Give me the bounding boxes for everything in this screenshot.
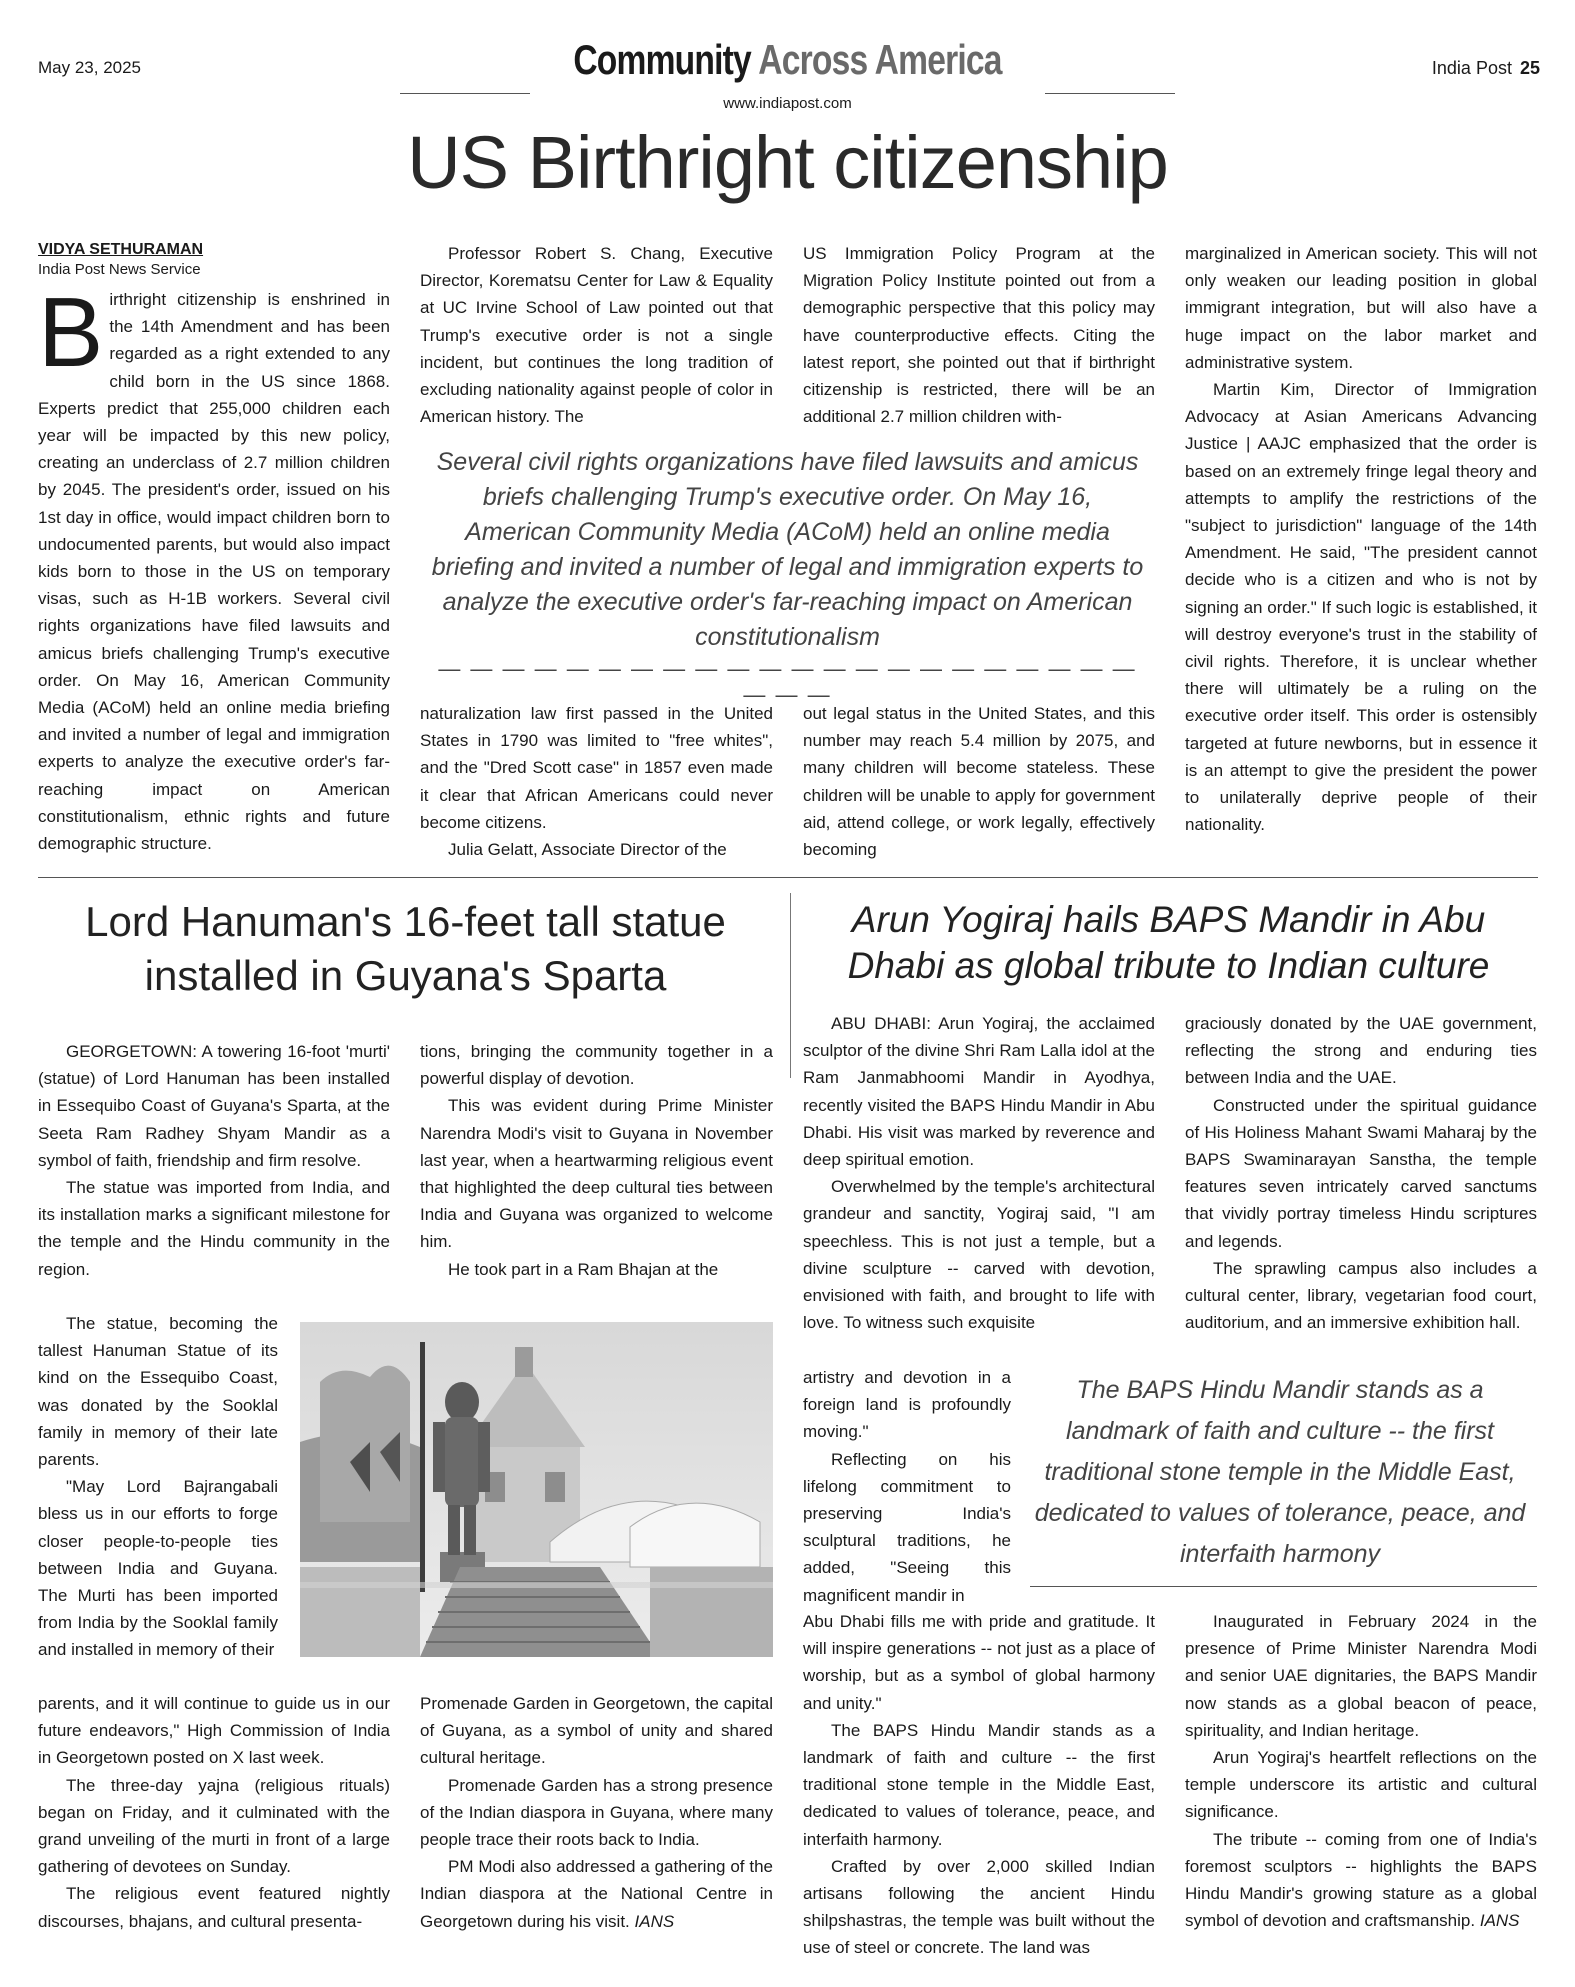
story3-last-paragraph: The tribute -- coming from one of India's foremost sculptors -- highlights the BAPS Hindu Mandir's growing stature as a global symbol of devotion and craftsmanship.	[1185, 1829, 1537, 1931]
story3-paragraph: Abu Dhabi fills me with pride and gratitude. It will inspire generations -- not just as a place of worship, but as a symbol of global harmony and unity."	[803, 1612, 1155, 1713]
story1-paragraph: US Immigration Policy Program at the Migration Policy Institute pointed out from a demographic perspective that this policy may have counterproductive effects. Citing the latest report, she pointed out that if birthright citizenship is restricted, there will be an additional 2.7 million children with-	[803, 244, 1155, 427]
story1-byline: VIDYA SETHURAMAN	[38, 241, 204, 258]
masthead-rule-right	[1045, 93, 1175, 94]
story2-headline: Lord Hanuman's 16-feet tall statue installed in Guyana's Sparta	[85, 898, 726, 999]
story3-paragraph: Reflecting on his lifelong commitment to preserving India's sculptural traditions, he added, "Seeing this magnificent mandir in	[803, 1449, 1011, 1605]
story3-column-1-top	[803, 1010, 1155, 1336]
story2-paragraph: He took part in a Ram Bhajan at the	[448, 1259, 719, 1279]
masthead	[158, 36, 1418, 84]
story3-paragraph: Overwhelmed by the temple's architectural grandeur and sanctity, Yogiraj said, "I am speechless. This is not just a temple, but a divine sculpture -- carved with devotion, envisioned with faith, and brought to life with love. To witness such exquisite	[803, 1177, 1155, 1333]
story2-column-2-bottom	[420, 1690, 773, 1935]
story1-paragraph: Julia Gelatt, Associate Director of the	[448, 840, 727, 860]
story1-column-3-top	[803, 240, 1155, 430]
story1-column-4	[1185, 240, 1537, 838]
story2-column-1-narrow	[38, 1310, 278, 1664]
story3-column-2-top	[1185, 1010, 1537, 1336]
page-info	[1432, 58, 1540, 79]
story3-paragraph: ABU DHABI: Arun Yogiraj, the acclaimed sculptor of the divine Shri Ram Lalla idol at the Ram Janmabhoomi Mandir in Ayodhya, recently visited the BAPS Hindu Mandir in Abu Dhabi. His visit was marked by reverence and deep spiritual emotion.	[803, 1014, 1155, 1170]
story3-paragraph: graciously donated by the UAE government, reflecting the strong and enduring ties between India and the UAE.	[1185, 1014, 1537, 1088]
section-divider	[38, 877, 1538, 878]
pull-quote-rule	[1030, 1586, 1537, 1587]
publication-name: India Post	[1431, 58, 1512, 78]
story2-paragraph: "May Lord Bajrangabali bless us in our efforts to forge closer people-to-people ties between India and Guyana. The Murti has been imported from India by the Sooklal family and installed in memory of their	[38, 1477, 278, 1660]
story1-headline: US Birthright citizenship	[407, 121, 1168, 204]
story2-paragraph: GEORGETOWN: A towering 16-foot 'murti' (statue) of Lord Hanuman has been installed in Essequibo Coast of Guyana's Sparta, at the Seeta Ram Radhey Shyam Mandir as a symbol of faith, friendship and firm resolve.	[38, 1042, 390, 1170]
story1-column-2-bottom	[420, 700, 773, 863]
story1-column-2-top	[420, 240, 773, 430]
story1-paragraph: marginalized in American society. This will not only weaken our leading position in global immigrant integration, but will also have a huge impact on the labor market and administrative system.	[1185, 244, 1537, 372]
story1-column-3-bottom	[803, 700, 1155, 863]
story2-paragraph: parents, and it will continue to guide us in our future endeavors," High Commission of India in Georgetown posted on X last week.	[38, 1694, 390, 1768]
story1-paragraph: naturalization law first passed in the United States in 1790 was limited to "free whites", and the "Dred Scott case" in 1857 even made it clear that African Americans could never become citizens.	[420, 704, 773, 832]
story1-paragraph: irthright citizenship is enshrined in the 14th Amendment and has been regarded as a right extended to any child born in the US since 1868. Experts predict that 255,000 children each year will be impacted by this new policy, creating an underclass of 2.7 million children by 2045. The president's order, issued on his 1st day in office, would impact children born to undocumented parents, but would also impact kids born to those in the US on temporary visas, such as H-1B workers. Several civil rights organizations have filed lawsuits and amicus briefs challenging Trump's executive order. On May 16, American Community Media (ACoM) held an online media briefing and invited a number of legal and immigration experts to analyze the executive order's far-reaching impact on American constitutionalism, ethnic rights and future demographic structure.	[38, 290, 390, 854]
story2-column-2-top	[420, 1038, 773, 1283]
issue-date: May 23, 2025	[38, 58, 142, 77]
column-divider	[790, 893, 791, 1078]
story2-paragraph: Promenade Garden in Georgetown, the capital of Guyana, as a symbol of unity and shared cultural heritage.	[420, 1694, 773, 1768]
page-number: 25	[1519, 58, 1540, 78]
story3-paragraph: The sprawling campus also includes a cultural center, library, vegetarian food court, auditorium, and an immersive exhibition hall.	[1185, 1258, 1537, 1333]
story1-paragraph: Professor Robert S. Chang, Executive Director, Korematsu Center for Law & Equality at UC Irvine School of Law pointed out that Trump's executive order is not a single incident, but continues the long tradition of excluding nationality against people of color in American history. The	[420, 244, 773, 427]
story3-paragraph: Arun Yogiraj's heartfelt reflections on the temple underscore its artistic and cultural significance.	[1185, 1748, 1537, 1822]
pull-quote-dashes: — — — — — — — — — — — — — — — — — — — — — — — — —	[438, 656, 1137, 707]
story2-last-paragraph: PM Modi also addressed a gathering of the Indian diaspora at the National Centre in Georgetown during his visit.	[420, 1857, 773, 1931]
story3-paragraph: Inaugurated in February 2024 in the presence of Prime Minister Narendra Modi and senior UAE dignitaries, the BAPS Mandir now stands as a global beacon of peace, spirituality, and Indian heritage.	[1185, 1612, 1537, 1740]
hanuman-statue-photo	[300, 1322, 773, 1657]
story2-paragraph: This was evident during Prime Minister Narendra Modi's visit to Guyana in November last year, when a heartwarming religious event that highlighted the deep cultural ties between India and Guyana was organized to welcome him.	[420, 1096, 773, 1252]
story3-column-2-bottom	[1185, 1608, 1537, 1934]
website-url: www.indiapost.com	[723, 95, 852, 112]
story1-service: India Post News Service	[38, 261, 201, 278]
photo-illustration	[300, 1322, 773, 1657]
story2-paragraph: The three-day yajna (religious rituals) began on Friday, and it culminated with the grand unveiling of the murti in front of a large gathering of devotees on Sunday.	[38, 1775, 390, 1877]
story2-paragraph: The statue, becoming the tallest Hanuman Statue of its kind on the Essequibo Coast, was donated by the Sooklal family in memory of their late parents.	[38, 1314, 278, 1470]
story1-paragraph: Martin Kim, Director of Immigration Advocacy at Asian Americans Advancing Justice | AAJC emphasized that the order is based on an extremely fringe legal theory and attempts to amplify the restrictions of the "subject to jurisdiction" language of the 14th Amendment. He said, "The president cannot decide who is a citizen and who is not by signing an order." If such logic is established, it will destroy everyone's trust in the stability of civil rights. Therefore, it is unclear whether there will ultimately be a ruling on the executive order itself. This order is ostensibly targeted at future newborns, but in essence it is an attempt to give the president the power to unilaterally deprive people of their nationality.	[1185, 380, 1537, 835]
story1-dropcap: B	[38, 277, 104, 387]
story1-paragraph: out legal status in the United States, and this number may reach 5.4 million by 2075, and many children will become stateless. These children will be unable to apply for government aid, attend college, or work legally, effectively becoming	[803, 704, 1155, 860]
story1-column-1	[38, 240, 390, 857]
masthead-rule-left	[400, 93, 530, 94]
story2-paragraph	[420, 1853, 773, 1935]
story2-paragraph: The religious event featured nightly discourses, bhajans, and cultural presenta-	[38, 1884, 390, 1931]
story3-column-1-narrow	[803, 1364, 1011, 1609]
story3-paragraph: Constructed under the spiritual guidance of His Holiness Mahant Swami Maharaj by the BAPS Swaminarayan Sanstha, the temple features seven intricately carved sanctums that vividly portray timeless Hindu scriptures and legends.	[1185, 1095, 1537, 1251]
story2-paragraph: The statue was imported from India, and its installation marks a significant milestone for the temple and the Hindu community in the region.	[38, 1178, 390, 1279]
story2-column-1-bottom	[38, 1690, 390, 1935]
story2-paragraph: Promenade Garden has a strong presence of the Indian diaspora in Guyana, where many people trace their roots back to India.	[420, 1775, 773, 1850]
masthead-part2: Across America	[758, 36, 1002, 83]
masthead-part1: Community	[573, 36, 751, 83]
story3-column-1-bottom	[803, 1608, 1155, 1962]
story3-pull-quote: The BAPS Hindu Mandir stands as a landmark of faith and culture -- the first traditional stone temple in the Middle East, dedicated to values of tolerance, peace, and interfaith harmony	[1034, 1376, 1526, 1568]
story2-column-1-top	[38, 1038, 390, 1283]
story3-headline: Arun Yogiraj hails BAPS Mandir in Abu Dhabi as global tribute to Indian culture	[847, 899, 1490, 986]
story3-paragraph: The BAPS Hindu Mandir stands as a landmark of faith and culture -- the first traditional stone temple in the Middle East, dedicated to values of tolerance, peace, and interfaith harmony.	[803, 1720, 1155, 1849]
story3-paragraph: artistry and devotion in a foreign land is profoundly moving."	[803, 1368, 1011, 1442]
story3-paragraph: Crafted by over 2,000 skilled Indian artisans following the ancient Hindu shilpshastras, the temple was built without the use of steel or concrete. The land was	[803, 1856, 1155, 1958]
story1-pull-quote: Several civil rights organizations have filed lawsuits and amicus briefs challenging Trump's executive order. On May 16, American Community Media (ACoM) held an online media briefing and invited a number of legal and immigration experts to analyze the executive order's far-reaching impact on American constitutionalism	[431, 448, 1144, 651]
story3-credit: IANS	[1479, 1911, 1520, 1931]
story3-paragraph	[1185, 1826, 1537, 1935]
story2-paragraph: tions, bringing the community together in a powerful display of devotion.	[420, 1042, 773, 1089]
story2-credit: IANS	[634, 1911, 675, 1931]
